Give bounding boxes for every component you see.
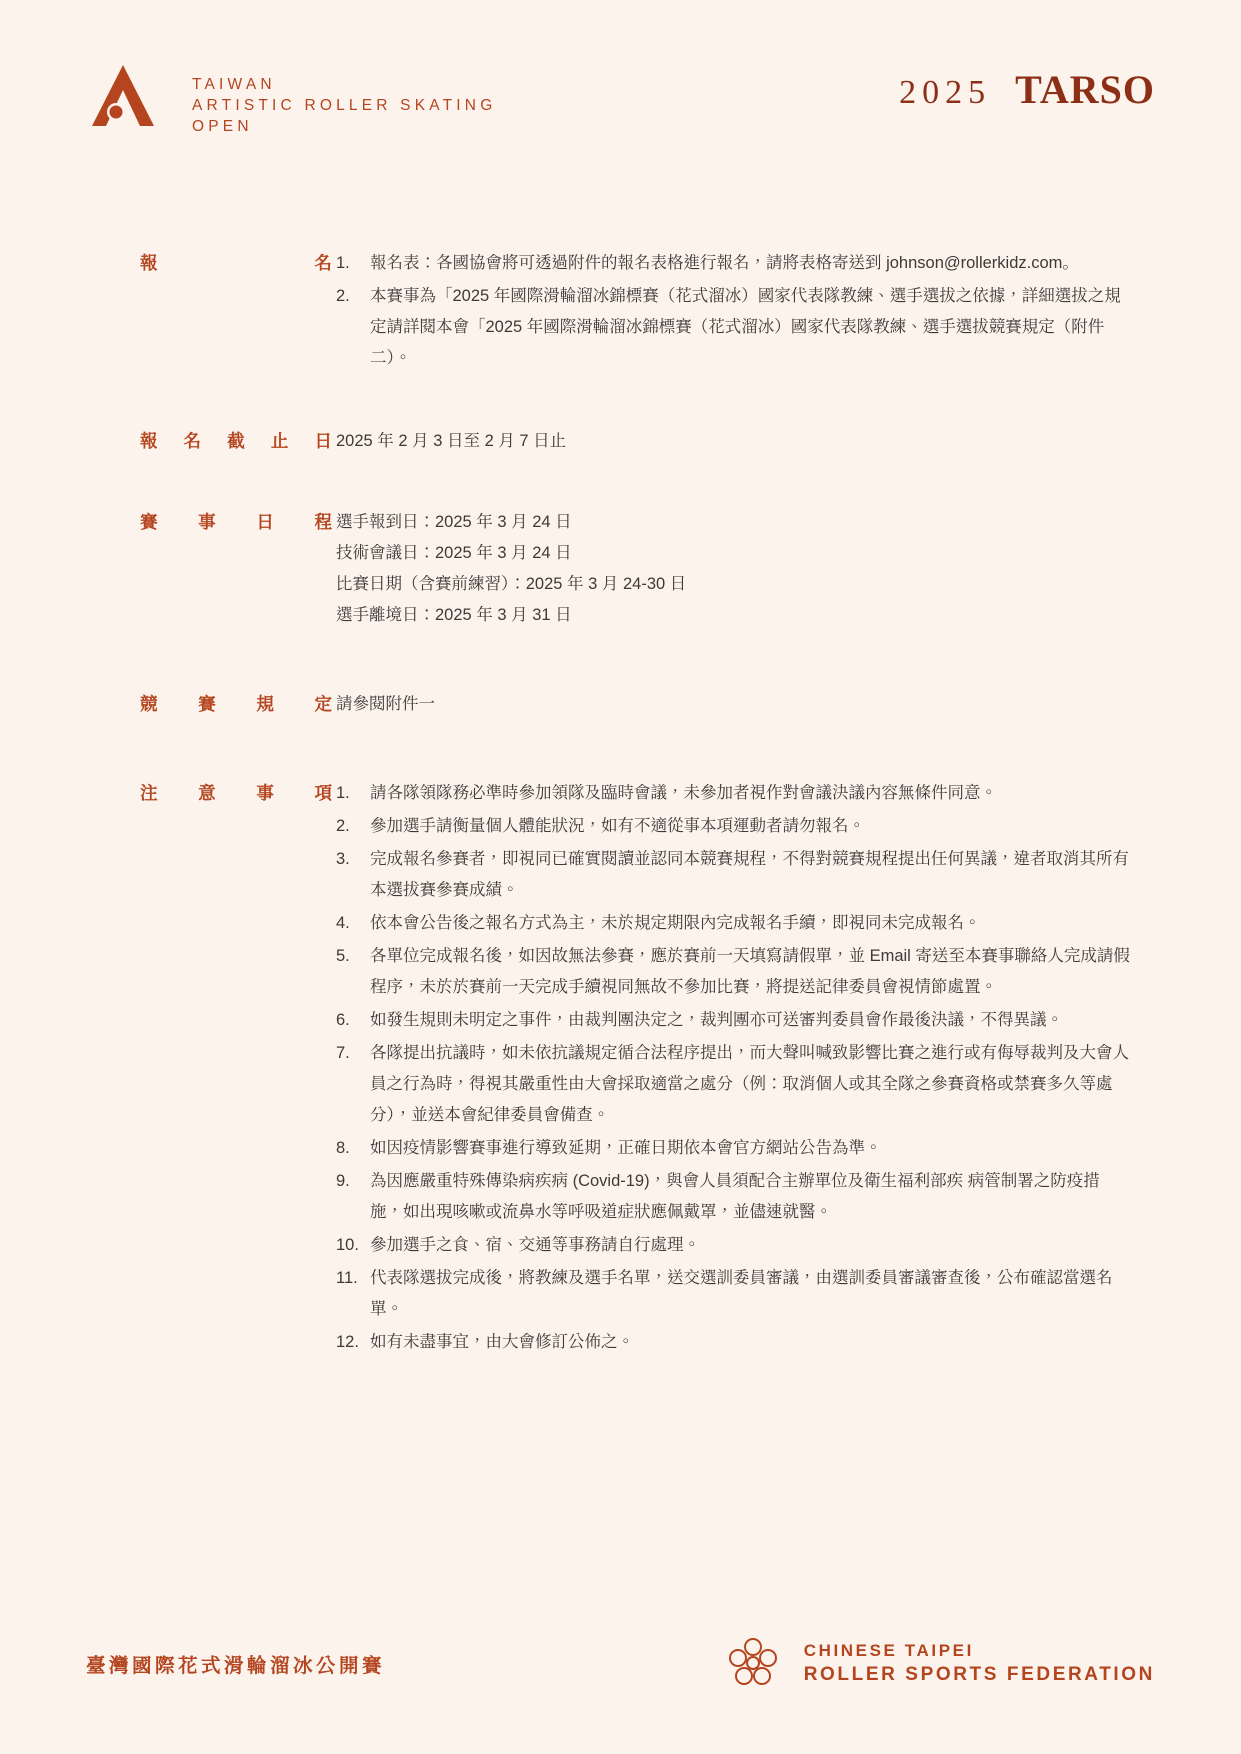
section-label: 報 名 [140, 253, 332, 273]
list-item: 5. 各單位完成報名後，如因故無法參賽，應於賽前一天填寫請假單，並 Email 寄送至本賽事聯絡人完成請假程序，未於於賽前一天完成手續視同無故不參加比賽，將提送記律委員會視情節處置。 [336, 947, 1130, 996]
brand-wordmark: TARSO [1015, 67, 1155, 112]
footer-event-title: 臺灣國際花式滑輪溜冰公開賽 [86, 1655, 386, 1677]
section-label: 注 意 事 項 [140, 783, 332, 803]
schedule-line: 選手離境日：2025 年 3 月 31 日 [336, 606, 572, 624]
section-schedule [140, 507, 1131, 631]
deadline-text: 2025 年 2 月 3 日至 2 月 7 日止 [336, 432, 567, 450]
schedule-line: 比賽日期（含賽前練習）：2025 年 3 月 24-30 日 [336, 575, 687, 593]
schedule-line: 技術會議日：2025 年 3 月 24 日 [336, 544, 572, 562]
federation-name [804, 1639, 1155, 1687]
section-label: 報 名 截 止 日 [140, 431, 332, 451]
event-year: 2025 [899, 74, 992, 111]
section-registration-deadline [140, 426, 1131, 457]
org-name [192, 74, 496, 137]
list-item: 11. 代表隊選拔完成後，將教練及選手名單，送交選訓委員審議，由選訓委員審議審查後，公布確認當選名單。 [336, 1269, 1113, 1318]
org-name-line-3: OPEN [192, 118, 253, 135]
section-label: 賽 事 日 程 [140, 512, 332, 532]
list-item: 8. 如因疫情影響賽事進行導致延期，正確日期依本會官方網站公告為準。 [336, 1139, 882, 1157]
federation-line-1: CHINESE TAIPEI [803, 1641, 974, 1660]
page-header [86, 58, 1155, 148]
list-item: 10. 參加選手之食、宿、交通等事務請自行處理。 [336, 1236, 700, 1254]
org-name-line-2: ARTISTIC ROLLER SKATING [192, 97, 497, 114]
footer-federation-lockup [724, 1634, 1155, 1692]
list-item: 3. 完成報名參賽者，即視同已確實閱讀並認同本競賽規程，不得對競賽規程提出任何異議，違者取消其所有本選拔賽參賽成績。 [336, 850, 1129, 899]
list-item: 2. 參加選手請衡量個人體能狀況，如有不適從事本項運動者請勿報名。 [336, 817, 865, 835]
list-item: 1. 請各隊領隊務必準時參加領隊及臨時會議，未參加者視作對會議決議內容無條件同意。 [336, 784, 997, 802]
list-item: 4. 依本會公告後之報名方式為主，未於規定期限內完成報名手續，即視同未完成報名。 [336, 914, 981, 932]
federation-line-2: ROLLER SPORTS FEDERATION [803, 1664, 1155, 1685]
section-competition-rules [140, 689, 1131, 720]
list-item: 9. 為因應嚴重特殊傳染病疾病 (Covid-19)，與會人員須配合主辦單位及衛生福利部疾 病管制署之防疫措施，如出現咳嗽或流鼻水等呼吸道症狀應佩戴罩，並儘速就醫。 [336, 1172, 1100, 1221]
schedule-line: 選手報到日：2025 年 3 月 24 日 [336, 513, 572, 531]
document-body [140, 248, 1131, 1386]
org-name-line-1: TAIWAN [192, 76, 276, 93]
list-item: 1. 報名表：各國協會將可透過附件的報名表格進行報名，請將表格寄送到 johnson@rollerkidz.com。 [336, 254, 1079, 272]
rules-text: 請參閱附件一 [336, 695, 435, 713]
list-item: 7. 各隊提出抗議時，如未依抗議規定循合法程序提出，而大聲叫喊致影響比賽之進行或有侮辱裁判及大會人員之行為時，得視其嚴重性由大會採取適當之處分（例：取消個人或其全隊之參賽資格或禁賽多久等處分），並送本會紀律委員會備查。 [336, 1044, 1129, 1124]
registration-list [336, 248, 1131, 374]
notices-list [336, 778, 1131, 1358]
list-item: 2. 本賽事為「2025 年國際滑輪溜冰錦標賽（花式溜冰）國家代表隊教練、選手選拔之依據，詳細選拔之規定請詳閱本會「2025 年國際滑輪溜冰錦標賽（花式溜冰）國家代表隊教練、選手選拔競賽規定（附件二）。 [336, 287, 1121, 367]
section-notices [140, 778, 1131, 1360]
brand-lockup [899, 66, 1155, 113]
plum-blossom-icon [724, 1634, 782, 1692]
section-label: 競 賽 規 定 [140, 694, 332, 714]
schedule-lines [336, 507, 1131, 631]
page-footer [86, 1628, 1155, 1698]
list-item: 12. 如有未盡事宜，由大會修訂公佈之。 [336, 1333, 634, 1351]
tarso-logo-icon [86, 60, 160, 134]
list-item: 6. 如發生規則未明定之事件，由裁判團決定之，裁判團亦可送審判委員會作最後決議，不得異議。 [336, 1011, 1063, 1029]
section-registration [140, 248, 1131, 376]
